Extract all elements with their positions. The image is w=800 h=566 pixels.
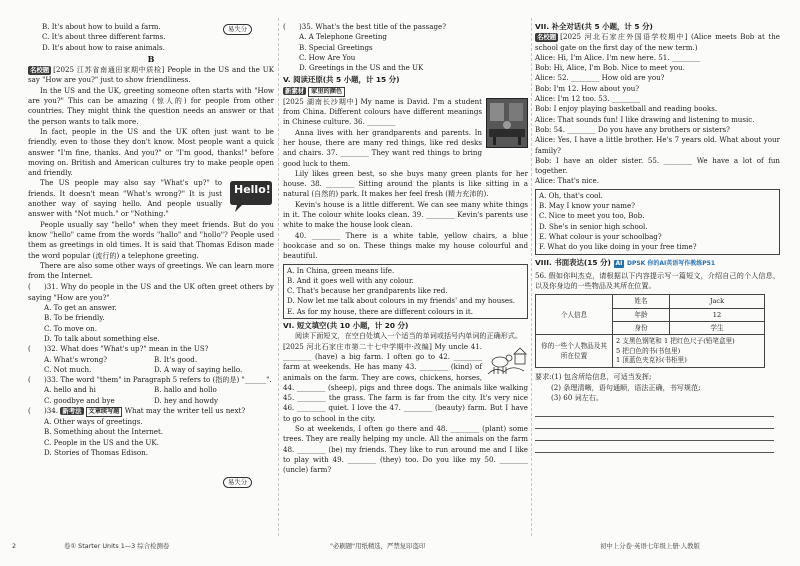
dialogue-line: Alice: 52. ________ How old are you?	[535, 73, 665, 83]
answer-option[interactable]: B. hallo and hollo	[154, 385, 217, 395]
passage-paragraph: 40. ________ There is a white table, yellow chairs, a blue bookcase and so on. These things make my house colourful and beautiful.	[283, 230, 528, 261]
table-cell: 身份	[613, 322, 670, 335]
xinsucai-badge: 新素材	[285, 86, 305, 95]
info-table	[535, 294, 765, 368]
mingxiao-badge: 名校题	[537, 33, 557, 42]
passage-paragraph: In fact, people in the US and the UK often just want to be friendly, even to those they don't know. Most people want a quick answer "I'm fine, thanks. And you?" or "I'm good, thanks!" before moving on. British and American cultures try to make people open and friendly.	[28, 126, 274, 178]
answer-option[interactable]: C. Not much.	[44, 364, 92, 374]
living-room-image	[487, 99, 527, 147]
dialogue-line: Alice: I'm 12 too. 53. ________	[535, 94, 641, 104]
requirement-item: (1) 包含所给信息，可适当发挥;	[551, 372, 652, 382]
option-item: C. Nice to meet you too, Bob.	[539, 211, 645, 221]
question-type-tag: 文章续写题	[86, 407, 123, 417]
page-number: 2	[12, 542, 17, 550]
table-cell: 年龄	[613, 308, 670, 321]
section-letter: B	[147, 53, 155, 64]
answer-option[interactable]: B. It's good.	[154, 354, 198, 364]
requirement-item: (3) 60 词左右。	[551, 392, 603, 402]
xinkaofa-badge: 新考法	[62, 406, 82, 415]
section-title: VIII. 书面表达(15 分)	[535, 257, 611, 267]
ai-logo: AI	[615, 259, 623, 267]
answer-option[interactable]: C. How Are You	[299, 52, 356, 62]
topic-tag: 家里的颜色	[308, 87, 345, 97]
passage-paragraph: There are also some other ways of greetings. We can learn more from the Internet.	[28, 260, 274, 281]
dialogue-line: Bob: I enjoy playing basketball and reading books.	[535, 104, 718, 114]
option-item: B. May I know your name?	[539, 201, 636, 211]
farm-animals-icon	[486, 344, 528, 382]
question-33: ( )33. The word "them" in Paragraph 5 refers to (指的是) "______". A. hello and hi B. hallo and hollo C. goodbye and bye D. hey and howdy	[28, 375, 272, 405]
option-line: D. It's about how to raise animals.	[42, 42, 165, 52]
table-cell: 学生	[670, 322, 765, 335]
writing-area[interactable]	[535, 405, 780, 453]
middle-footer: "必刷题"用纸精选，严禁复印盗印	[330, 542, 426, 550]
farm-illustration	[486, 344, 528, 382]
table-item: 2 支黑色钢笔和 1 把红色尺子(铅笔盒里)	[616, 337, 735, 346]
hello-text: Hello!	[234, 183, 271, 197]
option-item: A. Oh, that's cool.	[539, 190, 603, 200]
dialogue-line: Bob: 54. ________ Do you have any brothers or sisters?	[535, 124, 730, 134]
passage-source: [2025 河北石家庄市第二十七中学期中·改编]	[283, 341, 432, 351]
answer-option[interactable]: C. To move on.	[44, 323, 97, 333]
section-title: VI. 短文填空(共 10 小题，计 20 分)	[283, 321, 409, 331]
passage-paragraph: Kevin's house is a little different. We can see many white things in it. The colour white looks clean. 39. ________ Kevin's parents use white to make the house look clean.	[283, 199, 528, 230]
column-divider	[278, 18, 279, 536]
passage-paragraph: My uncle 41. ________ (have) a big farm. I often go to 42. ________ farm at weekends. He has many 43. ________ (kind) of animals on the farm. They are cows, chickens, horses, 44. ________ (sheep), pigs and three dogs. The animals like walking 45. ________ the grass. The farm is far from the city. It's very nice 46. ________ quiet. I love the 47. ________ (beauty) farm. But I have to go to school in the city.	[283, 341, 528, 423]
answer-option[interactable]: B. To be friendly.	[44, 313, 105, 323]
question-34: ( )34. 新考法 文章续写题 What may the writer tell us next? A. Other ways of greetings. B. Something about the Internet. C. People in the US and the UK. D. Stories of Thomas Edison.	[28, 406, 274, 458]
passage-paragraph: So at weekends, I often go there and 48. ________ (plant) some trees. They are really helping my uncle. All the animals on the farm 48. ________ (be) my friends. They like to run around me and I like to play with 49. ________ (they) too. Do you like my 50. ________ (uncle) farm?	[283, 423, 528, 475]
dialogue-line: (Alice meets Bob at the school gate on the first day of the new term.)	[535, 32, 780, 52]
mingxiao-badge: 名校题	[30, 66, 50, 75]
table-item: 5 把白色的书(书包里)	[616, 346, 681, 355]
section-title: VII. 补全对话(共 5 小题，计 5 分)	[535, 22, 653, 31]
option-item: D. She's in senior high school.	[539, 221, 648, 231]
answer-option[interactable]: A. A Telephone Greeting	[299, 32, 387, 42]
answer-option[interactable]: A. What's wrong?	[44, 354, 108, 364]
option-line: B. It's about how to build a farm.	[42, 22, 161, 31]
section-title: V. 阅读还原(共 5 小题，计 15 分)	[283, 75, 400, 85]
room-photo	[486, 98, 528, 148]
option-item: D. Now let me talk about colours in my friends' and my houses.	[287, 296, 516, 306]
writing-prompt: 56. 假如你叫杰克，请根据以下内容提示写一篇短文，介绍自己的个人信息，以及你身边的一些物品及其所在位置。	[535, 270, 780, 291]
passage-source: [2025 湖南长沙期中]	[283, 96, 358, 106]
requirements	[535, 372, 780, 403]
passage-paragraph: Lily likes green best, so she buys many green plants for her house. 38. ________ Sitting around the plants is like sitting in a natural (自然的) park. It makes her feel fresh (精力充沛的).	[283, 168, 528, 199]
instructions: 阅读下面短文，在空白处填入一个适当的单词或括号内单词的正确形式。	[295, 331, 522, 341]
table-cell: Jack	[670, 295, 765, 308]
tip-label: 易失分	[223, 24, 252, 35]
right-footer: 初中上分卷·英语七年级上册·人教版	[600, 542, 700, 550]
table-label: 个人信息	[536, 295, 613, 335]
ai-coach-link[interactable]: DPSK 你的AI英语写作教练P51	[626, 259, 716, 267]
table-item: 1 顶蓝色夹克衫(书柜里)	[616, 356, 687, 365]
answer-option[interactable]: A. To get an answer.	[44, 303, 117, 313]
dialogue-line: Alice: Yes, I have a little brother. He's 7 years old. What about your family?	[535, 135, 780, 155]
answer-option[interactable]: B. Something about the Internet.	[44, 427, 164, 437]
requirements-title: 要求:	[535, 372, 552, 382]
middle-column	[283, 22, 528, 475]
left-footer: 卷① Starter Units 1—3 综合检测卷	[64, 542, 170, 550]
option-item: E. What colour is your schoolbag?	[539, 231, 662, 241]
passage-paragraph: People usually say "hello" when they meet friends. But do you know "hello" came from the words "hallo" and "hollo"? People used them as greetings in old times. It is said that Thomas Edison made the word popular (流行的) a telephone greeting.	[28, 219, 274, 260]
table-label: 你的一些个人物品及其所在位置	[536, 335, 613, 368]
option-item: A. In China, green means life.	[287, 265, 395, 275]
dialogue-line: Alice: That sounds fun! I like drawing and listening to music.	[535, 114, 755, 124]
answer-option[interactable]: D. hey and howdy	[154, 395, 219, 405]
right-column	[535, 22, 780, 453]
dialogue-line: Alice: Hi, I'm Alice. I'm new here. 51. ________	[535, 52, 701, 62]
question-31: ( )31. Why do people in the US and the UK often greet others by saying "How are you?" A. To get an answer. B. To be friendly. C. To move on. D. To talk about something else.	[28, 282, 274, 343]
passage-paragraph: The US people may also say "What's up?" to friends. It doesn't mean "What's wrong?" It is just another way of saying hello. And people usually answer with "Not much." or "Nothing."	[28, 178, 222, 219]
table-cell: 姓名	[613, 295, 670, 308]
question-35: ( )35. What's the best title of the passage? A. A Telephone Greeting B. Special Greetings C. How Are You D. Greetings in the US and the UK	[283, 22, 528, 73]
option-item: E. As for my house, there are different colours in it.	[287, 306, 473, 316]
answer-option[interactable]: D. To talk about something else.	[44, 333, 160, 343]
option-line: C. It's about three different farms.	[42, 32, 166, 42]
option-item: F. What do you like doing in your free time?	[539, 242, 697, 252]
hello-illustration	[226, 180, 274, 214]
left-column	[28, 22, 274, 458]
options-box	[535, 189, 780, 255]
dialogue-line: Bob: I have an older sister. 55. ________ We have a lot of fun together.	[535, 155, 780, 176]
passage-paragraph: Anna lives with her grandparents and parents. In her house, there are many red things, like red desks and chairs. 37. ________ They want red things to bring good luck to them.	[283, 127, 482, 168]
answer-option[interactable]: A. Other ways of greetings.	[44, 416, 143, 426]
dialogue-source: [2025 河北石家庄外国语学校期中]	[560, 32, 688, 42]
answer-option[interactable]: A. hello and hi	[44, 385, 96, 395]
answer-option[interactable]: D. Stories of Thomas Edison.	[44, 447, 148, 457]
dialogue-line: Bob: Hi, Alice, I'm Bob. Nice to meet you.	[535, 63, 685, 73]
dialogue-line: Bob: I'm 12. How about you?	[535, 83, 640, 93]
options-box	[283, 264, 528, 319]
table-cell: 12	[670, 308, 765, 321]
dialogue-line: Alice: That's nice.	[535, 176, 599, 186]
option-item: C. That's because her grandparents like red.	[287, 286, 448, 296]
option-item: B. And it goes well with any colour.	[287, 275, 414, 285]
answer-option[interactable]: C. People in the US and the UK.	[44, 437, 159, 447]
column-divider	[531, 18, 532, 536]
answer-option[interactable]: B. Special Greetings	[299, 42, 373, 52]
passage-paragraph: My name is David. I'm a student from China. Different colours have different meanings in Chinese culture. 36. ________	[283, 96, 482, 127]
answer-option[interactable]: D. A way of saying hello.	[154, 364, 243, 374]
passage-paragraph: People in the US and the UK say "How are you?" just to show friendliness.	[28, 65, 274, 85]
tip-label: 易失分	[223, 477, 252, 488]
requirement-item: (2) 条理清晰，语句通顺，语法正确，书写规范;	[551, 382, 701, 392]
question-32: ( )32. What does "What's up?" mean in the US? A. What's wrong? B. It's good. C. Not much. D. A way of saying hello.	[28, 344, 243, 374]
answer-option[interactable]: C. goodbye and bye	[44, 395, 115, 405]
passage-source: [2025 江苏省南通田家期中质检]	[53, 65, 165, 75]
answer-option[interactable]: D. Greetings in the US and the UK	[299, 63, 424, 73]
passage-paragraph: In the US and the UK, greeting someone often starts with "How are you?" This can be amazing (惊人的) for people from other countries. They might think the question needs an answer or that the person wants to talk more.	[28, 85, 274, 126]
